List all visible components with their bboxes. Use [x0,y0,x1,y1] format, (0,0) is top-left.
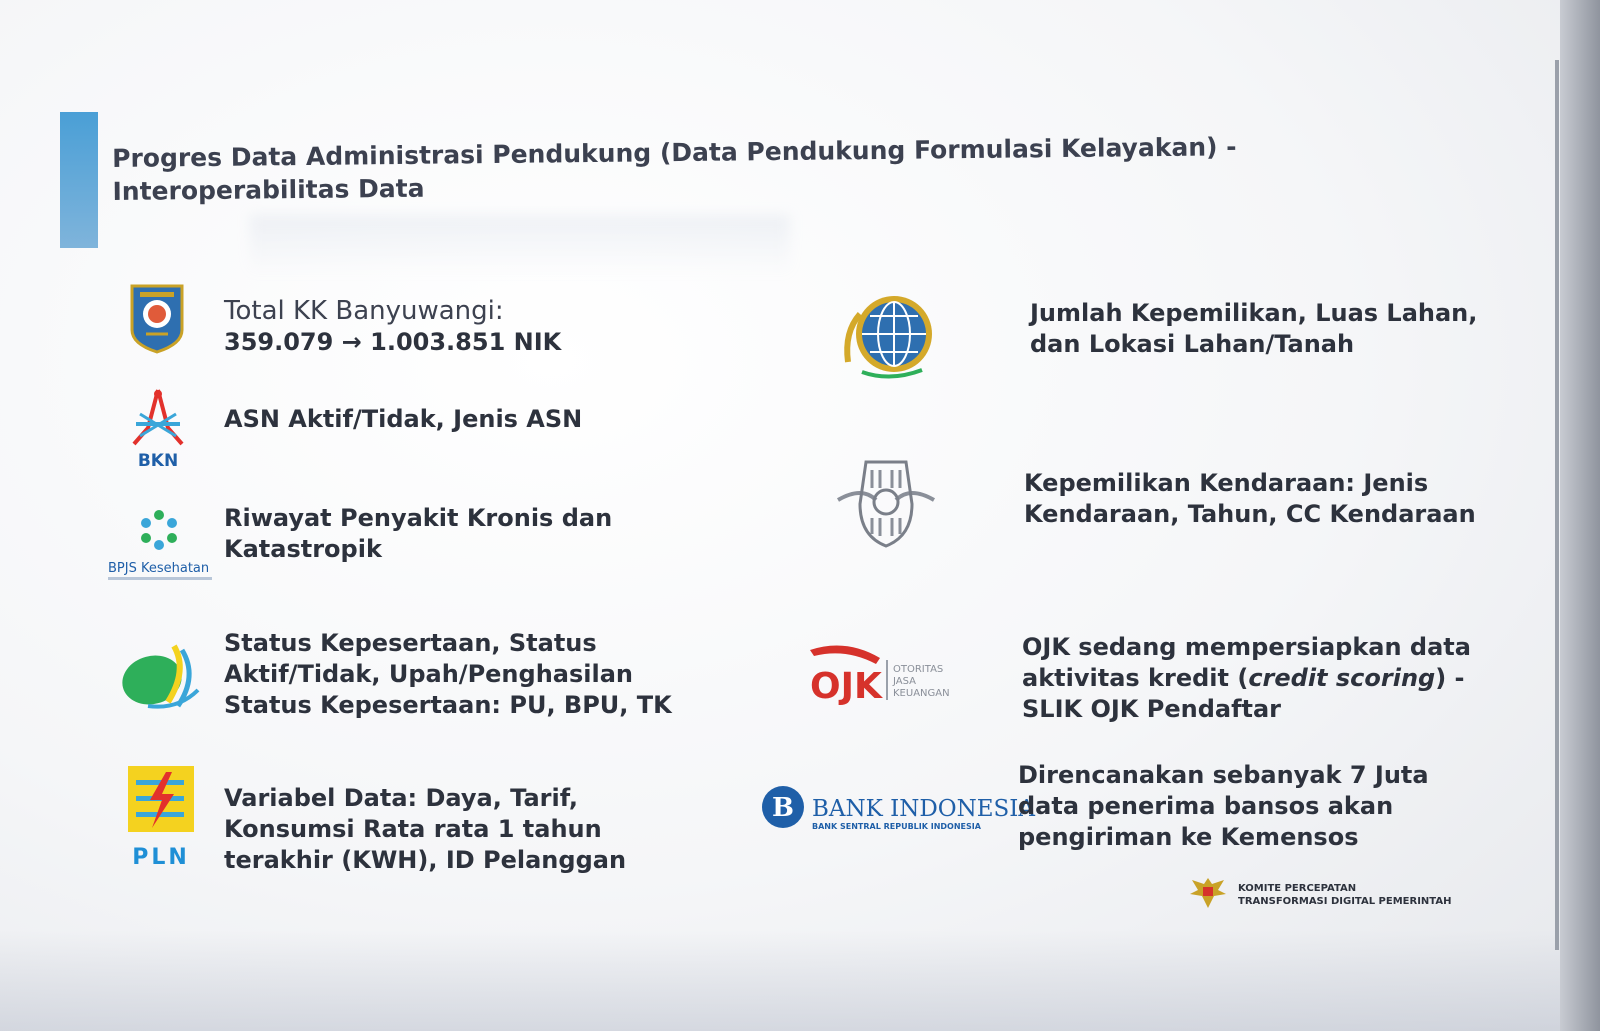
bkn-logo-text: BKN [137,451,179,471]
bpjs-ketenagakerjaan-logo [118,640,204,712]
ojk-line-2a: aktivitas kredit ( [1022,664,1249,692]
ojk-line-3: SLIK OJK Pendaftar [1022,695,1282,723]
bi-line-1: Direncanakan sebanyak 7 Juta [1018,761,1429,789]
korlantas-line-1: Kepemilikan Kendaraan: Jenis [1024,469,1429,497]
svg-text:B: B [772,793,794,823]
banyuwangi-value: 359.079 → 1.003.851 NIK [224,328,562,356]
ojk-line-1: OJK sedang mempersiapkan data [1022,633,1471,661]
right-item-3-text [1022,632,1471,725]
bpjs-kes-line-2: Katastropik [224,535,382,563]
footer-line-1: KOMITE PERCEPATAN [1238,883,1357,894]
atr-bpn-globe-icon [842,292,938,382]
left-item-4-text [224,628,672,721]
ojk-logo [806,640,966,706]
bottom-shadow [0,930,1575,1031]
bpjs-tk-line-3: Status Kepesertaan: PU, BPU, TK [224,691,672,719]
banyuwangi-emblem-icon [128,282,186,354]
bpjs-kesehatan-logo [106,506,216,584]
bank-indonesia-logo [760,784,1036,834]
title-line-2: Interoperabilitas Data [112,173,425,206]
title-accent-bar [60,112,98,248]
title-line-1: Progres Data Administrasi Pendukung (Data Pendukung Formulasi Kelayakan) - [112,132,1237,173]
bi-logo-text: BANK INDONESIA [812,796,1036,822]
left-item-1-text [224,296,561,358]
bi-line-3: pengiriman ke Kemensos [1018,823,1359,851]
bpjs-kesehatan-logo-text: BPJS Kesehatan [108,561,210,576]
ojk-sub-3: KEUANGAN [893,688,950,699]
left-item-2-text [224,404,582,435]
slide-title [112,129,1353,208]
right-item-4-text [1018,760,1429,853]
right-item-2-text [1024,468,1476,530]
screen-edge [1560,0,1600,1031]
atr-line-1: Jumlah Kepemilikan, Luas Lahan, [1030,299,1478,327]
pln-line-3: terakhir (KWH), ID Pelanggan [224,846,627,874]
korlantas-emblem-icon [832,456,940,552]
pln-logo-text: PLN [132,845,190,870]
ojk-sub-1: OTORITAS [893,664,944,675]
pln-line-2: Konsumsi Rata rata 1 tahun [224,815,602,843]
korlantas-line-2: Kendaraan, Tahun, CC Kendaraan [1024,500,1476,528]
atr-line-2: dan Lokasi Lahan/Tanah [1030,330,1355,358]
ojk-line-2-em: credit scoring [1248,664,1436,692]
bpjs-kes-line-1: Riwayat Penyakit Kronis dan [224,504,613,532]
banyuwangi-label: Total KK Banyuwangi: [224,296,504,326]
right-item-1-text [1030,298,1477,360]
bi-line-2: data penerima bansos akan [1018,792,1394,820]
footer-committee-text [1238,882,1451,908]
background-ghost-text [250,215,790,275]
garuda-icon [1188,874,1228,910]
left-item-5-text [224,783,626,876]
footer-line-2: TRANSFORMASI DIGITAL PEMERINTAH [1238,896,1452,907]
pln-logo [126,766,196,870]
ojk-line-2b: ) - [1435,664,1465,692]
left-item-3-text [224,503,612,565]
bi-logo-sub: BANK SENTRAL REPUBLIK INDONESIA [812,822,981,831]
bkn-line-1: ASN Aktif/Tidak, Jenis ASN [224,405,583,433]
bpjs-tk-line-2: Aktif/Tidak, Upah/Penghasilan [224,660,633,688]
bkn-logo [126,384,190,470]
bpjs-tk-line-1: Status Kepesertaan, Status [224,629,597,657]
pln-line-1: Variabel Data: Daya, Tarif, [224,784,578,812]
ojk-line-2 [1022,663,1471,694]
ojk-logo-text: OJK [810,666,882,707]
slide-edge-line [1555,60,1559,950]
ojk-sub-2: JASA [893,676,916,687]
